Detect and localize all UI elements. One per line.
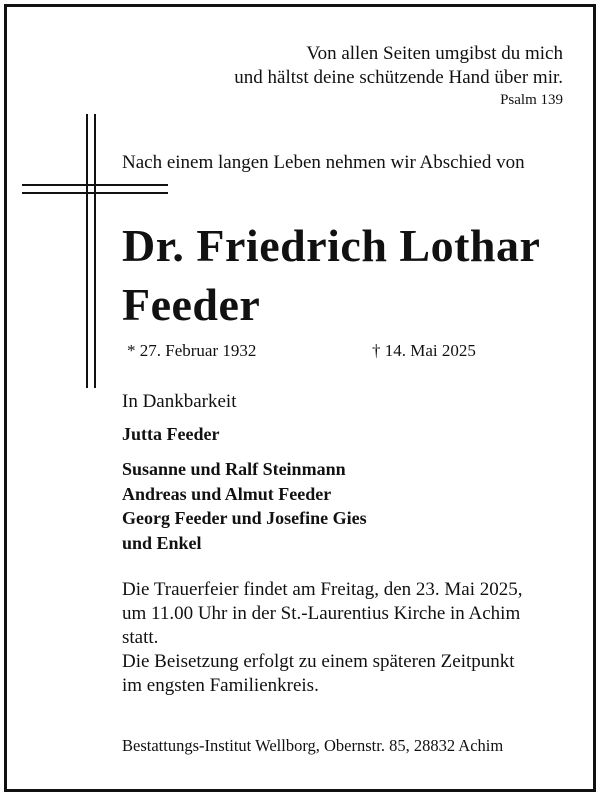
undertaker-info: Bestattungs-Institut Wellborg, Obernstr. 85, 28832 Achim	[122, 736, 504, 755]
birth-date: * 27. Februar 1932	[127, 341, 257, 360]
info-line: Die Trauerfeier findet am Freitag, den 23. Mai 2025,	[122, 579, 523, 600]
info-line: statt.	[122, 627, 159, 648]
verse-line-2: und hältst deine schützende Hand über mir.	[234, 67, 563, 88]
deceased-name-line-1: Dr. Friedrich Lothar	[122, 220, 541, 271]
mourner-line: Georg Feeder und Josefine Gies	[122, 508, 367, 528]
mourner-line: Susanne und Ralf Steinmann	[122, 459, 346, 479]
funeral-info	[122, 578, 522, 698]
info-line: Die Beisetzung erfolgt zu einem späteren Zeitpunkt	[122, 651, 515, 672]
mourner-line: Andreas und Almut Feeder	[122, 483, 332, 504]
mourner-line: und Enkel	[122, 532, 202, 553]
info-line: um 11.00 Uhr in der St.-Laurentius Kirche in Achim	[122, 603, 521, 624]
mourner-spouse: Jutta Feeder	[122, 424, 220, 444]
death-date: † 14. Mai 2025	[372, 341, 476, 360]
mourners-list	[122, 457, 367, 555]
deceased-name-line-2: Feeder	[122, 279, 261, 330]
verse-line-1: Von allen Seiten umgibst du mich	[306, 43, 563, 64]
verse-source: Psalm 139	[500, 92, 563, 108]
intro-text: Nach einem langen Leben nehmen wir Abschied von	[122, 152, 525, 173]
info-line: im engsten Familienkreis.	[122, 675, 319, 696]
thanks-text: In Dankbarkeit	[122, 391, 237, 412]
